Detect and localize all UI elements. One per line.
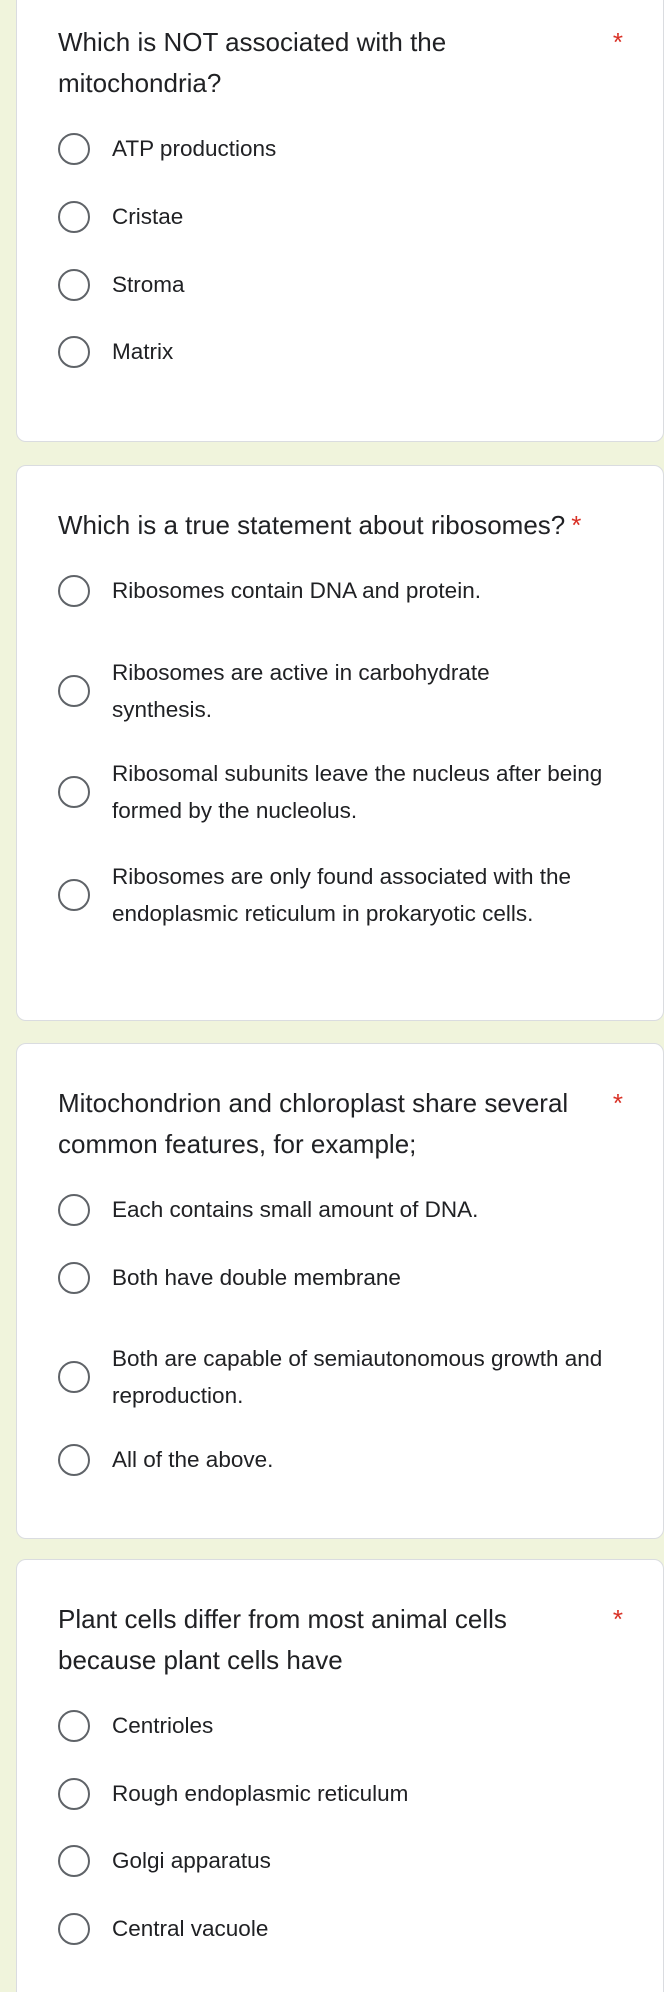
required-mark: * [612, 1088, 623, 1118]
option-label: Both have double membrane [112, 1265, 401, 1290]
option-label: Cristae [112, 204, 184, 229]
question-title: Mitochondrion and chloroplast share several common features, for example; [58, 1088, 569, 1159]
option-label: Centrioles [112, 1713, 214, 1738]
radio-circle-icon[interactable] [58, 1845, 90, 1877]
radio-circle-icon[interactable] [58, 1710, 90, 1742]
question-card [16, 0, 664, 442]
question-card [16, 1043, 664, 1539]
required-mark: * [612, 27, 623, 57]
radio-option[interactable] [58, 266, 638, 303]
radio-option[interactable] [58, 1707, 638, 1744]
option-label: Ribosomes contain DNA and protein. [112, 578, 481, 603]
question-card [16, 465, 664, 1021]
question-title: Plant cells differ from most animal cells because plant cells have [58, 1604, 507, 1675]
radio-option[interactable] [58, 1910, 638, 1947]
radio-option[interactable] [58, 333, 638, 370]
radio-circle-icon[interactable] [58, 575, 90, 607]
question-title: Which is NOT associated with the mitochondria? [58, 27, 447, 98]
radio-circle-icon[interactable] [58, 1444, 90, 1476]
radio-circle-icon[interactable] [58, 1913, 90, 1945]
radio-circle-icon[interactable] [58, 1778, 90, 1810]
option-label: Central vacuole [112, 1916, 269, 1941]
radio-circle-icon[interactable] [58, 201, 90, 233]
option-label: All of the above. [112, 1447, 274, 1472]
radio-option[interactable] [58, 572, 638, 609]
radio-option[interactable] [58, 130, 638, 167]
option-label: Rough endoplasmic reticulum [112, 1781, 409, 1806]
radio-circle-icon[interactable] [58, 336, 90, 368]
option-label: Ribosomal subunits leave the nucleus after being formed by the nucleolus. [112, 761, 603, 823]
question-card [16, 1559, 664, 1992]
question-title-text: Which is a true statement about ribosomes? [58, 510, 566, 540]
radio-option[interactable] [58, 1191, 638, 1228]
radio-option[interactable] [58, 755, 618, 829]
radio-circle-icon[interactable] [58, 1194, 90, 1226]
radio-option[interactable] [58, 198, 638, 235]
radio-circle-icon[interactable] [58, 1361, 90, 1393]
option-label: Golgi apparatus [112, 1848, 271, 1873]
option-label: Ribosomes are only found associated with the endoplasmic reticulum in prokaryotic cells. [112, 864, 572, 926]
radio-circle-icon[interactable] [58, 675, 90, 707]
option-label: Both are capable of semiautonomous growth and reproduction. [112, 1346, 603, 1408]
radio-circle-icon[interactable] [58, 269, 90, 301]
radio-option[interactable] [58, 858, 578, 932]
required-mark: * [571, 510, 582, 540]
radio-option[interactable] [58, 1259, 638, 1296]
option-label: Ribosomes are active in carbohydrate synthesis. [112, 660, 490, 722]
radio-circle-icon[interactable] [58, 879, 90, 911]
option-label: Stroma [112, 272, 185, 297]
radio-option[interactable] [58, 654, 578, 728]
radio-circle-icon[interactable] [58, 776, 90, 808]
option-label: Each contains small amount of DNA. [112, 1197, 479, 1222]
question-title [58, 505, 638, 546]
radio-option[interactable] [58, 1775, 638, 1812]
radio-option[interactable] [58, 1441, 638, 1478]
option-label: ATP productions [112, 136, 277, 161]
required-mark: * [612, 1604, 623, 1634]
radio-circle-icon[interactable] [58, 133, 90, 165]
radio-circle-icon[interactable] [58, 1262, 90, 1294]
option-label: Matrix [112, 339, 174, 364]
radio-option[interactable] [58, 1340, 638, 1414]
radio-option[interactable] [58, 1842, 638, 1879]
